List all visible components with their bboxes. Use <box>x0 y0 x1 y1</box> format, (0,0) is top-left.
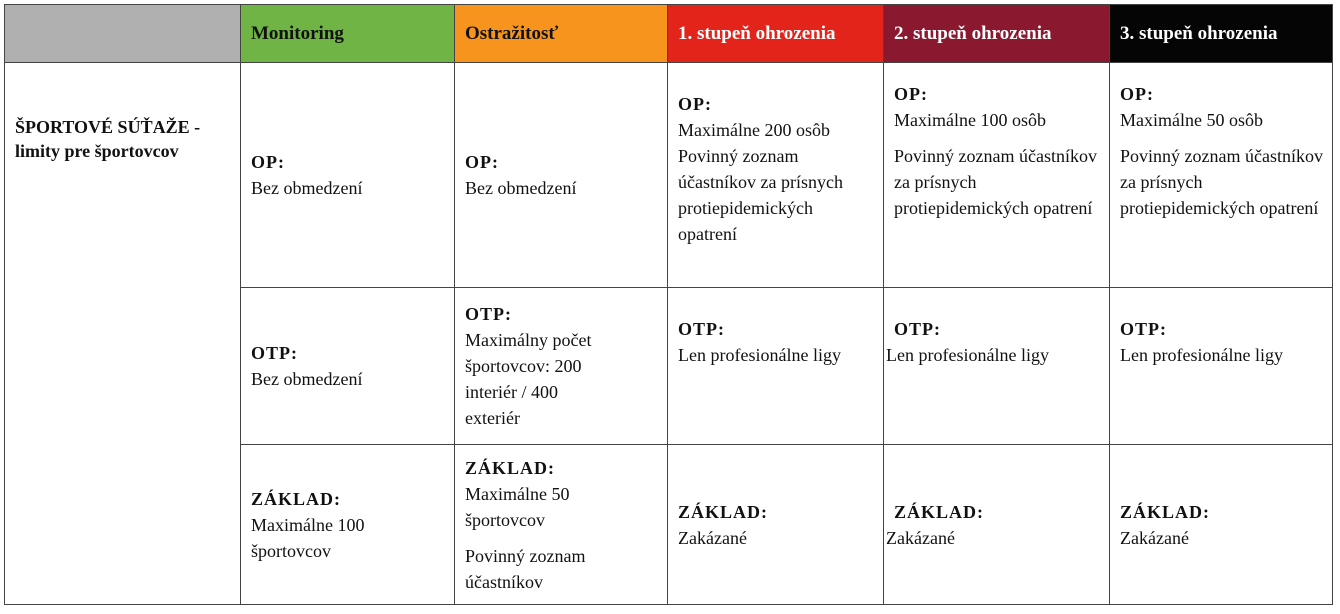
cell-op-stupen-2 <box>884 63 1110 288</box>
cell-text: Povinný zoznam účastníkov za prísnych protiepidemických opatrení <box>1120 146 1323 218</box>
table-row-op <box>5 63 1333 288</box>
cell-label: OTP: <box>678 319 725 339</box>
cell-text: Zakázané <box>886 527 955 548</box>
cell-text: Bez obmedzení <box>251 178 363 198</box>
cell-text: Maximálny počet športovcov: 200 interiér / 400 exteriér <box>465 330 592 428</box>
cell-label: OP: <box>465 152 499 172</box>
cell-label: ZÁKLAD: <box>678 501 769 522</box>
cell-label: OP: <box>678 94 712 114</box>
cell-label: OTP: <box>894 319 941 339</box>
cell-op-stupen-3 <box>1110 63 1333 288</box>
cell-label: OTP: <box>251 343 298 363</box>
cell-zaklad-monitoring <box>241 445 455 605</box>
cell-label: ZÁKLAD: <box>1120 501 1211 522</box>
cell-text: Len profesionálne ligy <box>678 345 841 365</box>
cell-label: OTP: <box>1120 319 1167 339</box>
cell-text: Zakázané <box>1120 527 1189 548</box>
cell-label: ZÁKLAD: <box>894 501 985 522</box>
cell-zaklad-stupen-1 <box>668 445 884 605</box>
cell-label: ZÁKLAD: <box>465 457 556 478</box>
cell-label: OTP: <box>465 304 512 324</box>
cell-op-ostrazitost <box>455 63 668 288</box>
cell-text: Bez obmedzení <box>465 178 577 198</box>
header-ostrazitost: Ostražitosť <box>455 5 668 63</box>
cell-otp-stupen-3 <box>1110 288 1333 445</box>
cell-text: Povinný zoznam účastníkov <box>465 545 586 592</box>
header-monitoring: Monitoring <box>241 5 455 63</box>
cell-text: Len profesionálne ligy <box>1120 345 1283 365</box>
cell-text: Povinný zoznam účastníkov za prísnych protiepidemických opatrení <box>678 146 843 244</box>
cell-label: OP: <box>251 152 285 172</box>
cell-label: OP: <box>894 84 928 104</box>
cell-otp-stupen-2 <box>884 288 1110 445</box>
cell-text: Bez obmedzení <box>251 369 363 389</box>
cell-text: Maximálne 100 športovcov <box>251 514 365 561</box>
cell-text: Maximálne 50 osôb <box>1120 110 1263 130</box>
header-stupen-1: 1. stupeň ohrozenia <box>668 5 884 63</box>
cell-text: Maximálne 50 športovcov <box>465 483 570 530</box>
cell-zaklad-stupen-2 <box>884 445 1110 605</box>
cell-otp-stupen-1 <box>668 288 884 445</box>
cell-text: Povinný zoznam účastníkov za prísnych protiepidemických opatrení <box>894 146 1097 218</box>
header-corner <box>5 5 241 63</box>
cell-text: Maximálne 100 osôb <box>894 110 1046 130</box>
cell-label: ZÁKLAD: <box>251 488 342 509</box>
header-stupen-2: 2. stupeň ohrozenia <box>884 5 1110 63</box>
cell-zaklad-ostrazitost <box>455 445 668 605</box>
cell-text: Len profesionálne ligy <box>886 345 1049 365</box>
cell-otp-ostrazitost <box>455 288 668 445</box>
cell-op-monitoring <box>241 63 455 288</box>
cell-label: OP: <box>1120 84 1154 104</box>
header-row <box>5 5 1333 63</box>
restrictions-table <box>4 4 1333 605</box>
cell-text: Zakázané <box>678 527 747 548</box>
cell-op-stupen-1 <box>668 63 884 288</box>
cell-otp-monitoring <box>241 288 455 445</box>
row-label-sportove-sutaze: ŠPORTOVÉ SÚŤAŽE - limity pre športovcov <box>5 63 241 605</box>
cell-zaklad-stupen-3 <box>1110 445 1333 605</box>
header-stupen-3: 3. stupeň ohrozenia <box>1110 5 1333 63</box>
cell-text: Maximálne 200 osôb <box>678 120 830 140</box>
